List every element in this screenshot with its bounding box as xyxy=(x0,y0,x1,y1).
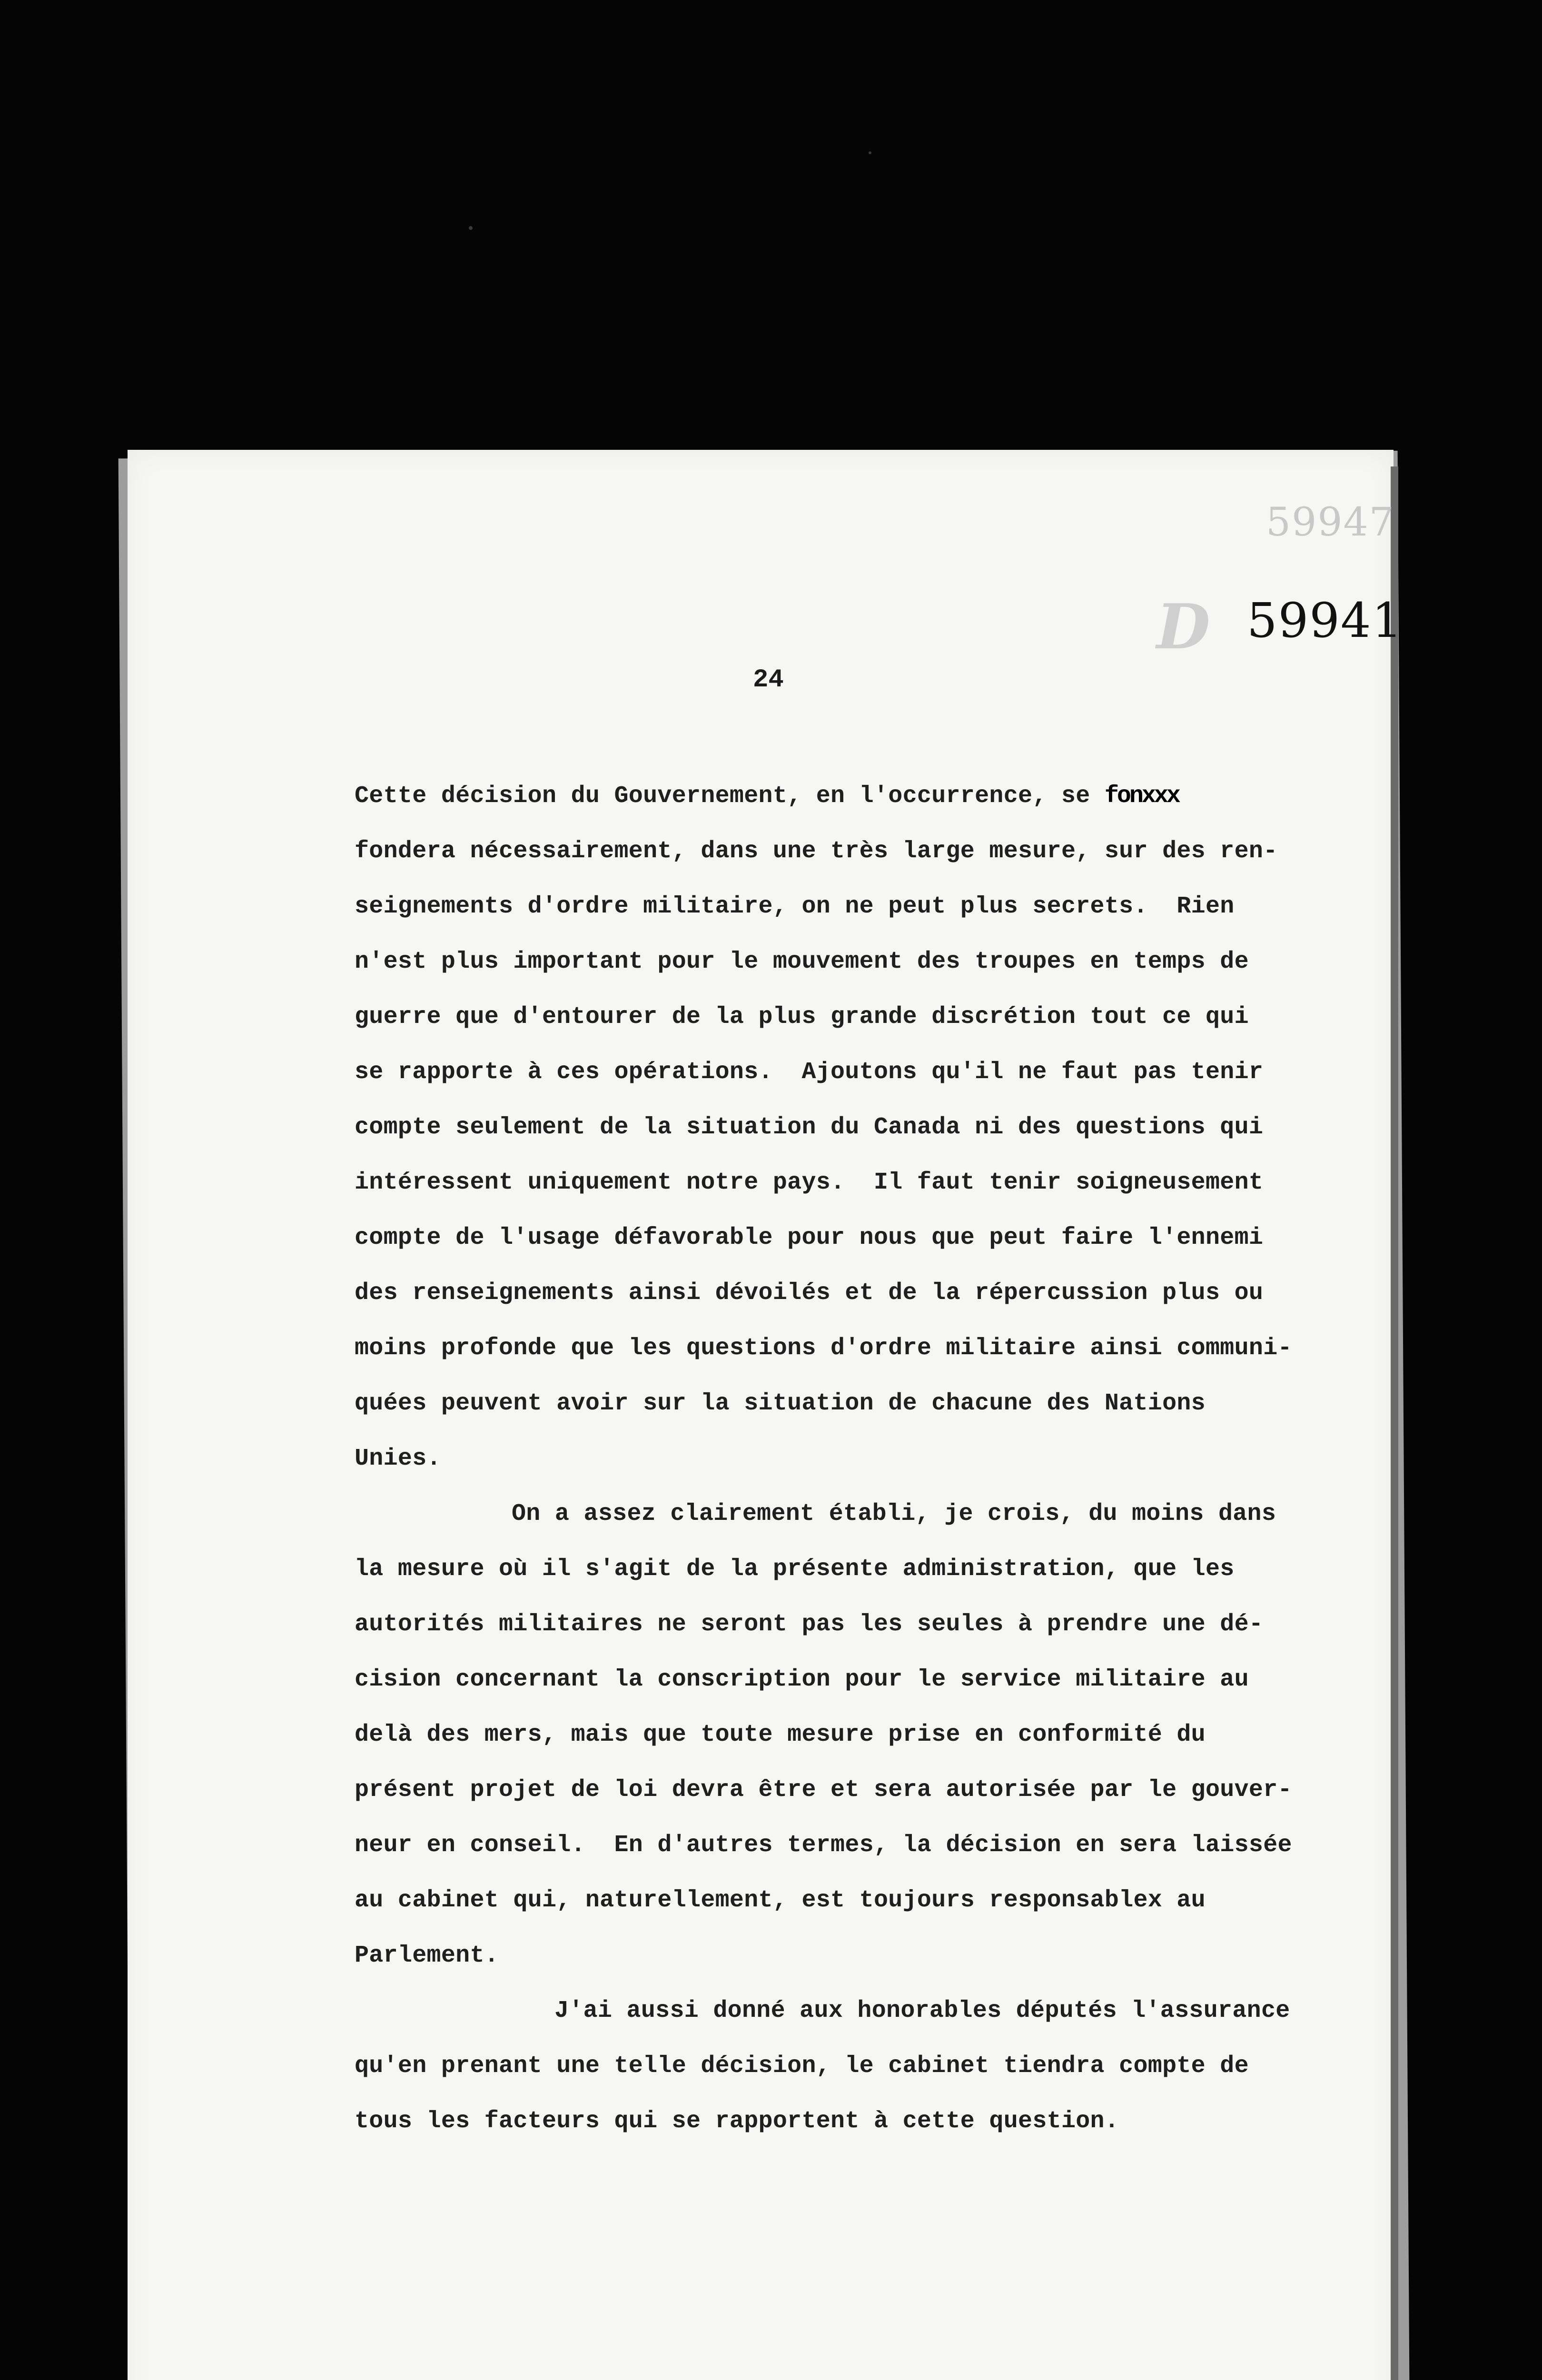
text-line: seignements d'ordre militaire, on ne peut plus secrets. Rien xyxy=(355,893,1235,920)
text-line: compte de l'usage défavorable pour nous que peut faire l'ennemi xyxy=(355,1224,1264,1251)
text-line: au cabinet qui, naturellement, est toujours responsablex au xyxy=(355,1887,1206,1914)
document-body xyxy=(355,769,1392,2149)
text-line: J'ai aussi donné aux honorables députés l'assurance xyxy=(554,1997,1290,2024)
text-line: On a assez clairement établi, je crois, du moins dans xyxy=(512,1500,1276,1527)
text-line: guerre que d'entourer de la plus grande discrétion tout ce qui xyxy=(355,1003,1249,1031)
text-line: fondera nécessairement, dans une très large mesure, sur des ren- xyxy=(355,838,1278,865)
text-line xyxy=(355,769,1392,824)
struck-through-word: fonxxx xyxy=(1104,783,1179,810)
text-line-part: Cette décision du Gouvernement, en l'occurrence, se xyxy=(355,783,1105,810)
text-line: compte seulement de la situation du Canada ni des questions qui xyxy=(355,1114,1264,1141)
text-line: Parlement. xyxy=(355,1942,499,1969)
archive-stamp-letter: D xyxy=(1156,590,1210,663)
text-line: présent projet de loi devra être et sera autorisée par le gouver- xyxy=(355,1776,1292,1804)
text-line: Unies. xyxy=(355,1445,441,1472)
dust-speck xyxy=(869,151,871,154)
page-number: 24 xyxy=(753,665,784,694)
text-line: des renseignements ainsi dévoilés et de la répercussion plus ou xyxy=(355,1279,1264,1307)
text-line: cision concernant la conscription pour le service militaire au xyxy=(355,1666,1249,1693)
text-line: delà des mers, mais que toute mesure prise en conformité du xyxy=(355,1721,1206,1748)
text-line: n'est plus important pour le mouvement des troupes en temps de xyxy=(355,948,1249,975)
text-line: neur en conseil. En d'autres termes, la décision en sera laissée xyxy=(355,1832,1292,1859)
text-line: qu'en prenant une telle décision, le cabinet tiendra compte de xyxy=(355,2053,1249,2080)
text-line: la mesure où il s'agit de la présente administration, que les xyxy=(355,1556,1235,1583)
text-line: moins profonde que les questions d'ordre militaire ainsi communi- xyxy=(355,1335,1292,1362)
text-line: intéressent uniquement notre pays. Il faut tenir soigneusement xyxy=(355,1169,1264,1196)
dust-speck xyxy=(469,226,473,230)
text-line: se rapporte à ces opérations. Ajoutons qu'il ne faut pas tenir xyxy=(355,1059,1264,1086)
text-line: autorités militaires ne seront pas les seules à prendre une dé- xyxy=(355,1611,1264,1638)
archive-stamp-number: 59941 xyxy=(1247,593,1404,648)
text-line: tous les facteurs qui se rapportent à cette question. xyxy=(355,2108,1119,2135)
text-line: quées peuvent avoir sur la situation de chacune des Nations xyxy=(355,1390,1206,1417)
faint-archive-stamp: 59947 xyxy=(1266,500,1395,545)
